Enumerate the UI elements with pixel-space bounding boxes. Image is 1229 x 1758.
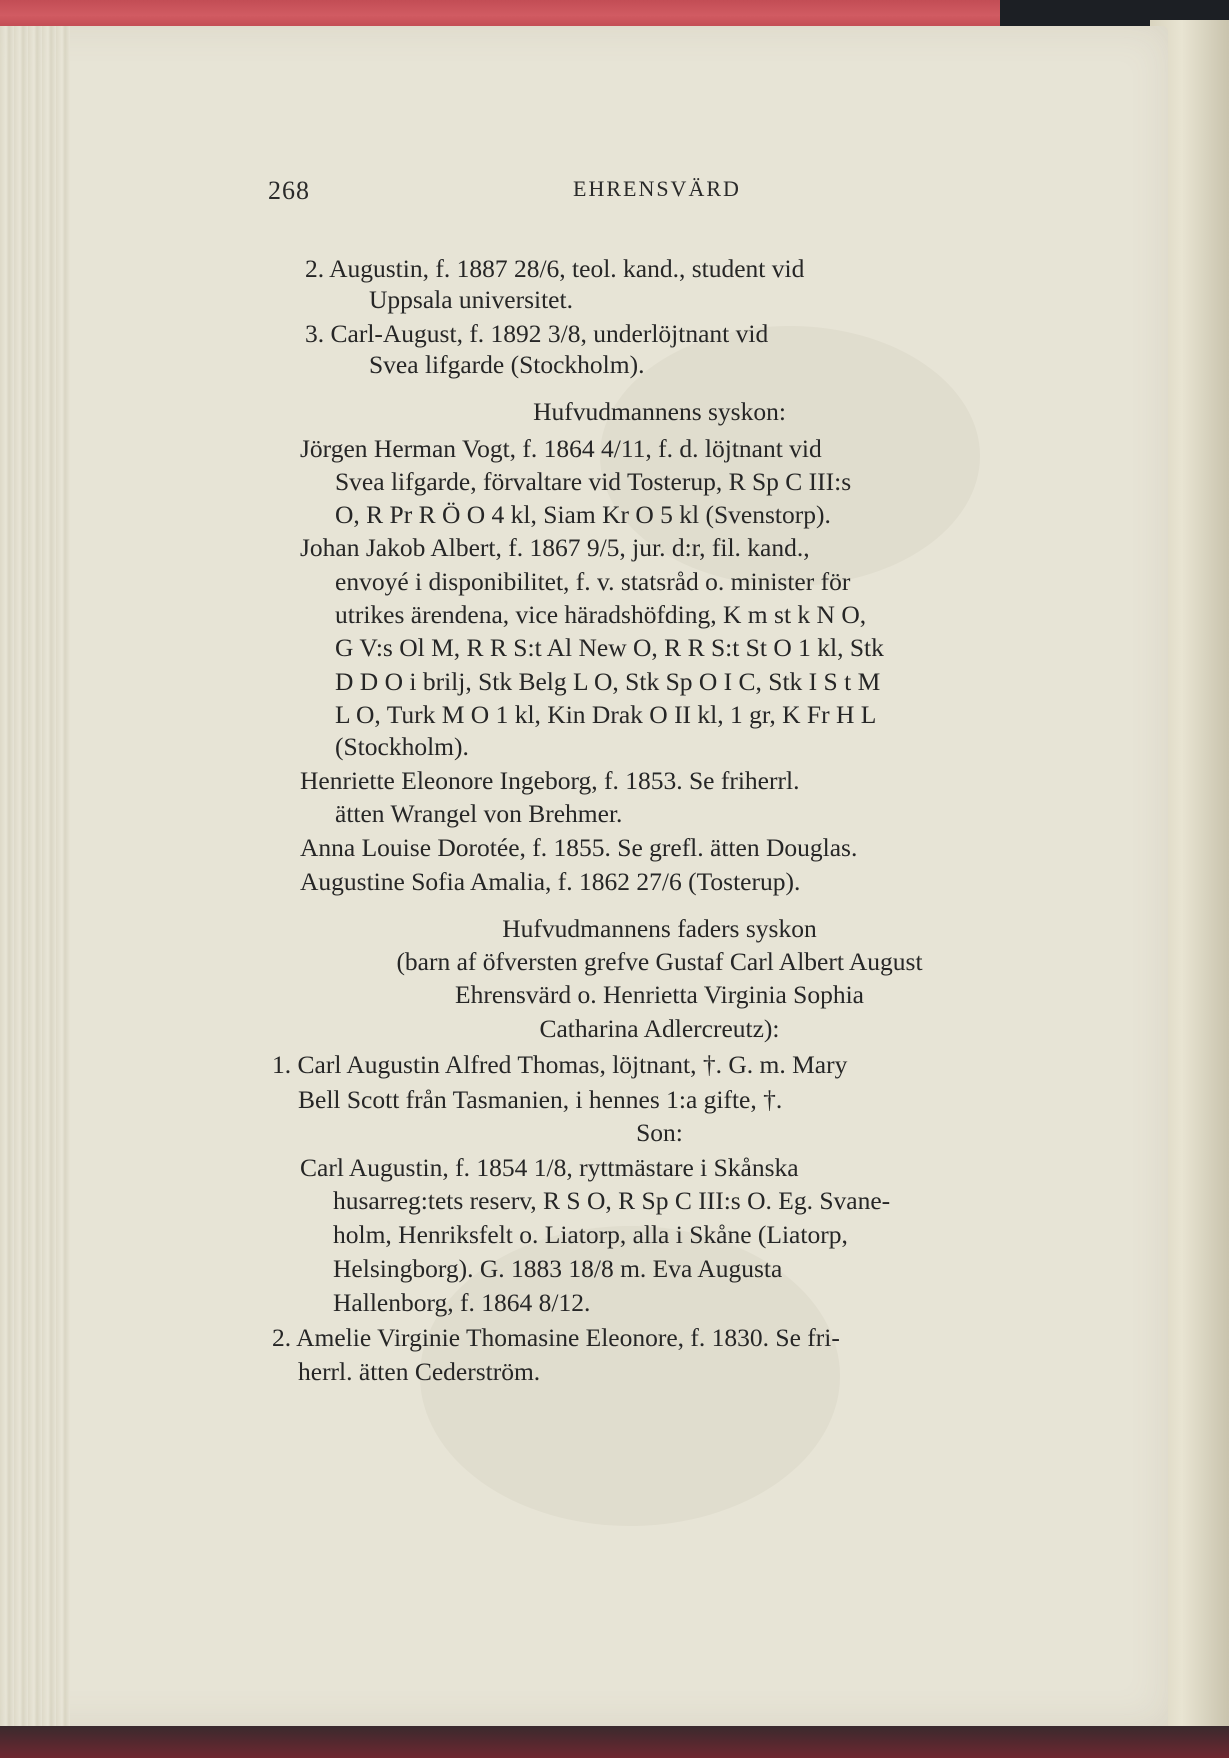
- text-line: Helsingborg). G. 1883 18/8 m. Eva Augusta: [333, 1254, 783, 1283]
- page-stack-edges: [0, 26, 70, 1726]
- text-line: herrl. ätten Cederström.: [298, 1357, 541, 1386]
- section-subheading: (barn af öfversten grefve Gustaf Carl Albert August: [396, 947, 923, 976]
- text-line: ätten Wrangel von Brehmer.: [335, 799, 623, 828]
- text-line: D D O i brilj, Stk Belg L O, Stk Sp O I C, Stk I S t M: [335, 667, 881, 696]
- text-line: Bell Scott från Tasmanien, i hennes 1:a gifte, †.: [298, 1085, 783, 1114]
- text-line: 2. Augustin, f. 1887 28/6, teol. kand., student vid: [305, 254, 805, 283]
- section-heading: Hufvudmannens syskon:: [533, 397, 786, 426]
- entry-heading: Henriette Eleonore Ingeborg, f. 1853. Se friherrl.: [300, 766, 800, 795]
- text-line: O, R Pr R Ö O 4 kl, Siam Kr O 5 kl (Svenstorp).: [335, 500, 831, 529]
- page-number: 268: [268, 176, 310, 205]
- text-line: Svea lifgarde, förvaltare vid Tosterup, R Sp C III:s: [335, 467, 852, 496]
- section-heading: Son:: [636, 1118, 683, 1147]
- text-line: holm, Henriksfelt o. Liatorp, alla i Skåne (Liatorp,: [333, 1220, 848, 1249]
- text-line: L O, Turk M O 1 kl, Kin Drak O II kl, 1 gr, K Fr H L: [335, 700, 877, 729]
- entry-heading: 1. Carl Augustin Alfred Thomas, löjtnant, †. G. m. Mary: [272, 1050, 848, 1079]
- entry-heading: Anna Louise Dorotée, f. 1855. Se grefl. ätten Douglas.: [300, 833, 858, 862]
- text-line: Svea lifgarde (Stockholm).: [369, 350, 645, 379]
- text-line: (Stockholm).: [335, 732, 469, 761]
- entry-heading: 2. Amelie Virginie Thomasine Eleonore, f. 1830. Se fri-: [272, 1323, 840, 1352]
- section-subheading: Catharina Adlercreutz):: [539, 1014, 780, 1043]
- entry-heading: Jörgen Herman Vogt, f. 1864 4/11, f. d. löjtnant vid: [300, 434, 822, 463]
- text-line: 3. Carl-August, f. 1892 3/8, underlöjtnant vid: [305, 319, 769, 348]
- text-line: utrikes ärendena, vice häradshöfding, K m st k N O,: [335, 600, 867, 629]
- text-line: envoyé i disponibilitet, f. v. statsråd o. minister för: [335, 567, 851, 596]
- entry-heading: Johan Jakob Albert, f. 1867 9/5, jur. d:r, fil. kand.,: [300, 533, 810, 562]
- text-line: Uppsala universitet.: [369, 285, 573, 314]
- running-title: EHRENSVÄRD: [573, 176, 741, 201]
- section-heading: Hufvudmannens faders syskon: [502, 914, 817, 943]
- text-line: Hallenborg, f. 1864 8/12.: [333, 1288, 591, 1317]
- text-line: husarreg:tets reserv, R S O, R Sp C III:s O. Eg. Svane-: [333, 1186, 891, 1215]
- entry-heading: Augustine Sofia Amalia, f. 1862 27/6 (Tosterup).: [300, 867, 801, 896]
- section-subheading: Ehrensvärd o. Henrietta Virginia Sophia: [455, 980, 864, 1009]
- entry-heading: Carl Augustin, f. 1854 1/8, ryttmästare i Skånska: [300, 1153, 799, 1182]
- book-cover-bottom: [0, 1726, 1229, 1758]
- text-line: G V:s Ol M, R R S:t Al New O, R R S:t St O 1 kl, Stk: [335, 633, 884, 662]
